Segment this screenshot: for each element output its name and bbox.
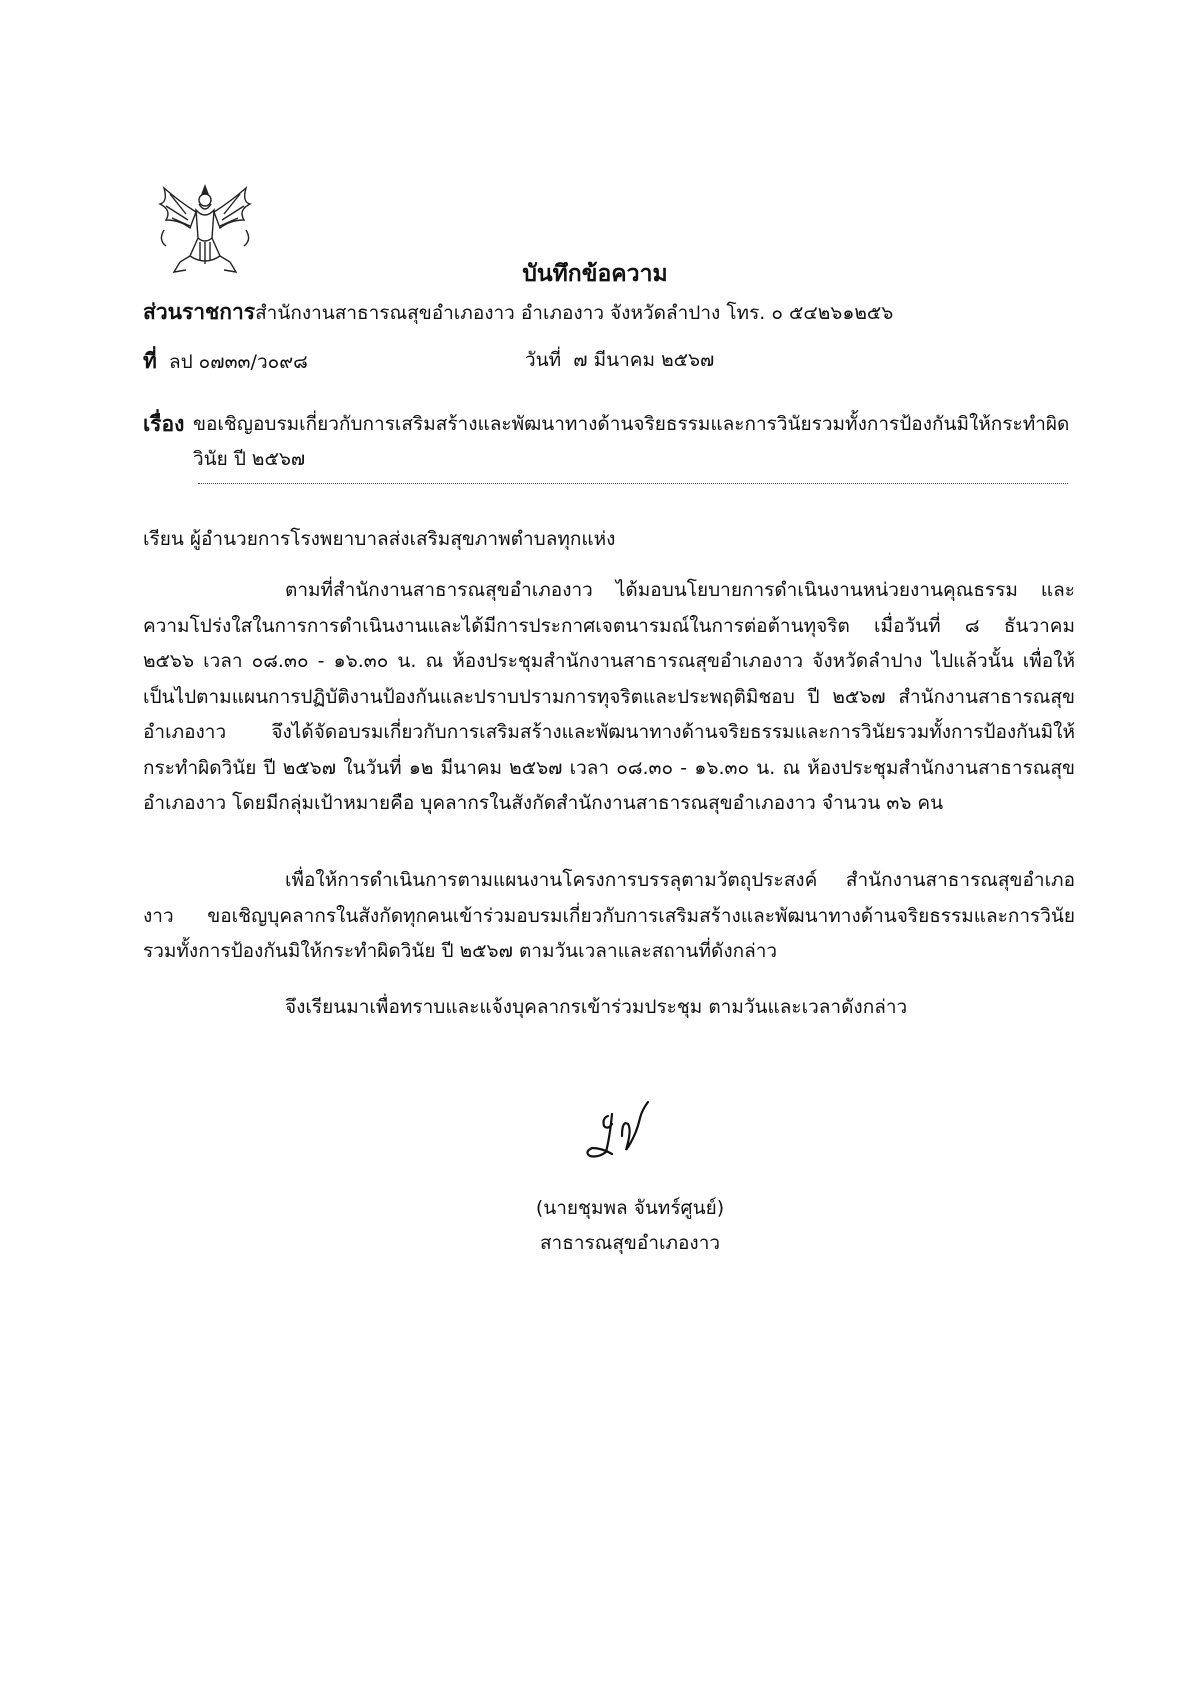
salutation: เรียน ผู้อำนวยการโรงพยาบาลส่งเสริมสุขภาพตำบลทุกแห่ง: [143, 528, 616, 550]
department-line: [143, 296, 893, 329]
reference-label: ที่: [143, 349, 157, 373]
signatory-name: (นายชุมพล จันทร์ศูนย์): [535, 1197, 725, 1219]
date-line: [525, 345, 714, 375]
subject-block: [143, 407, 1083, 477]
date-label: วันที่: [525, 349, 562, 371]
closing-paragraph: จึงเรียนมาเพื่อทราบและแจ้งบุคลากรเข้าร่วมประชุม ตามวันและเวลาดังกล่าว: [285, 996, 908, 1018]
memo-title: บันทึกข้อความ: [522, 261, 668, 287]
subject-text: ขอเชิญอบรมเกี่ยวกับการเสริมสร้างและพัฒนาทางด้านจริยธรรมและการวินัยรวมทั้งการป้องกันมิให้กระทำผิดวินัย ปี ๒๕๖๗: [193, 413, 1070, 470]
date-value: ๗ มีนาคม ๒๕๖๗: [573, 349, 715, 371]
department-label: ส่วนราชการ: [143, 300, 256, 324]
paragraph-2: เพื่อให้การดำเนินการตามแผนงานโครงการบรรลุตามวัตถุประสงค์ สำนักงานสาธารณสุขอำเภองาว ขอเชิญบุคลากรในสังกัดทุกคนเข้าร่วมอบรมเกี่ยวกับการเสริมสร้างและพัฒนาทางด้านจริยธรรมและการวินัยรวมทั้งการป้องกันมิให้กระทำผิดวินัย ปี ๒๕๖๗ ตามวันเวลาและสถานที่ดังกล่าว: [143, 869, 1075, 962]
reference-line: [143, 345, 308, 378]
subject-divider: [198, 483, 1068, 484]
signature-icon: [578, 1096, 668, 1166]
signatory-position: สาธารณสุขอำเภองาว: [539, 1232, 721, 1254]
subject-label: เรื่อง: [143, 412, 185, 436]
paragraph-1: ตามที่สำนักงานสาธารณสุขอำเภองาว ได้มอบนโยบายการดำเนินงานหน่วยงานคุณธรรม และความโปร่งใสในการการดำเนินงานและได้มีการประกาศเจตนารมณ์ในการต่อต้านทุจริต เมื่อวันที่ ๘ ธันวาคม ๒๕๖๖ เวลา ๐๘.๓๐ - ๑๖.๓๐ น. ณ ห้องประชุมสำนักงานสาธารณสุขอำเภองาว จังหวัดลำปาง ไปแล้วนั้น เพื่อให้เป็นไปตามแผนการปฏิบัติงานป้องกันและปราบปรามการทุจริตและประพฤติมิชอบ ปี ๒๕๖๗ สำนักงานสาธารณสุขอำเภองาว จึงได้จัดอบรมเกี่ยวกับการเสริมสร้างและพัฒนาทางด้านจริยธรรมและการวินัยรวมทั้งการป้องกันมิให้กระทำผิดวินัย ปี ๒๕๖๗ ในวันที่ ๑๒ มีนาคม ๒๕๖๗ เวลา ๐๘.๓๐ - ๑๖.๓๐ น. ณ ห้องประชุมสำนักงานสาธารณสุขอำเภองาว โดยมีกลุ่มเป้าหมายคือ บุคลากรในสังกัดสำนักงานสาธารณสุขอำเภองาว จำนวน ๓๖ คน: [143, 579, 1075, 814]
department-value: สำนักงานสาธารณสุขอำเภองาว อำเภองาว จังหวัดลำปาง โทร. ๐ ๕๔๒๖๑๒๕๖: [255, 302, 894, 324]
reference-number: ลป ๐๗๓๓/ว๐๙๘: [168, 351, 308, 373]
